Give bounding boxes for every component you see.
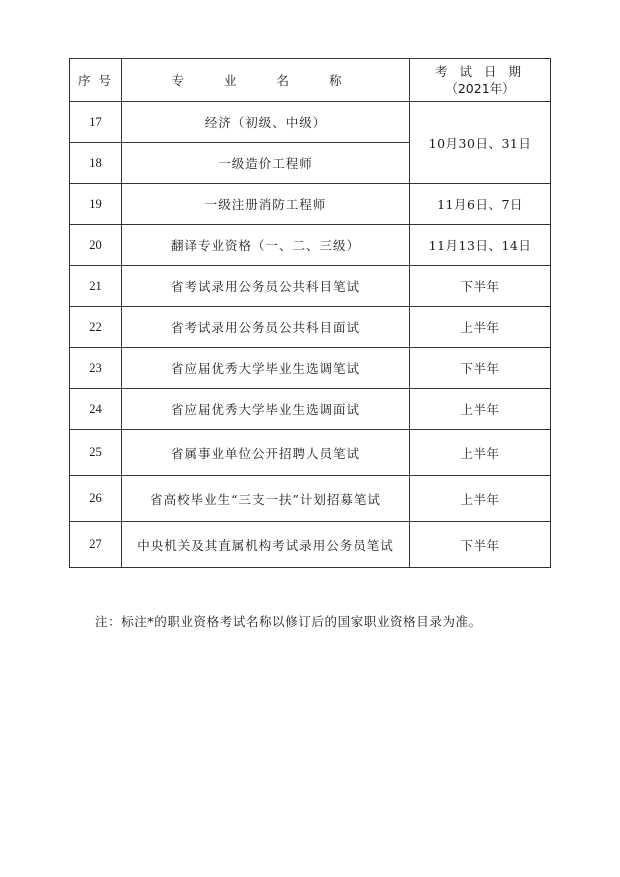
- row-number: 19: [70, 184, 122, 225]
- row-date: 11月6日、7日: [410, 184, 551, 225]
- row-date: 上半年: [410, 430, 551, 476]
- row-number: 27: [70, 522, 122, 568]
- row-specialty: 翻译专业资格（一、二、三级）: [122, 225, 410, 266]
- table-row: [70, 522, 551, 568]
- table-row: [70, 102, 551, 143]
- row-date: 下半年: [410, 348, 551, 389]
- row-specialty: 省属事业单位公开招聘人员笔试: [122, 430, 410, 476]
- row-specialty: 省高校毕业生“三支一扶”计划招募笔试: [122, 476, 410, 522]
- header-exam-year: （2021年）: [445, 81, 515, 96]
- footnote: 注：标注*的职业资格考试名称以修订后的国家职业资格目录为准。: [95, 614, 482, 629]
- row-specialty: 省应届优秀大学毕业生选调面试: [122, 389, 410, 430]
- table-row: [70, 430, 551, 476]
- table-row: [70, 476, 551, 522]
- row-number: 23: [70, 348, 122, 389]
- table-row: [70, 266, 551, 307]
- table-row: [70, 184, 551, 225]
- row-number: 21: [70, 266, 122, 307]
- header-exam-date: [410, 59, 551, 102]
- row-specialty: 省考试录用公务员公共科目面试: [122, 307, 410, 348]
- header-exam-date-label: 考 试 日 期: [435, 64, 525, 79]
- table-row: [70, 307, 551, 348]
- table-row: [70, 389, 551, 430]
- header-serial-number: 序 号: [70, 59, 122, 102]
- row-number: 17: [70, 102, 122, 143]
- row-date: 上半年: [410, 307, 551, 348]
- row-specialty: 省考试录用公务员公共科目笔试: [122, 266, 410, 307]
- table-header-row: [70, 59, 551, 102]
- row-date: 上半年: [410, 476, 551, 522]
- row-date: 上半年: [410, 389, 551, 430]
- row-number: 24: [70, 389, 122, 430]
- row-number: 20: [70, 225, 122, 266]
- row-specialty: 一级造价工程师: [122, 143, 410, 184]
- row-date: 下半年: [410, 266, 551, 307]
- row-number: 26: [70, 476, 122, 522]
- row-date-merged: 10月30日、31日: [410, 102, 551, 184]
- row-date: 11月13日、14日: [410, 225, 551, 266]
- table-row: [70, 348, 551, 389]
- row-number: 25: [70, 430, 122, 476]
- row-number: 18: [70, 143, 122, 184]
- row-number: 22: [70, 307, 122, 348]
- row-specialty: 中央机关及其直属机构考试录用公务员笔试: [122, 522, 410, 568]
- row-specialty: 一级注册消防工程师: [122, 184, 410, 225]
- exam-schedule-table: [69, 58, 551, 568]
- row-specialty: 经济（初级、中级）: [122, 102, 410, 143]
- row-specialty: 省应届优秀大学毕业生选调笔试: [122, 348, 410, 389]
- header-specialty-name: 专 业 名 称: [122, 59, 410, 102]
- table-row: [70, 225, 551, 266]
- row-date: 下半年: [410, 522, 551, 568]
